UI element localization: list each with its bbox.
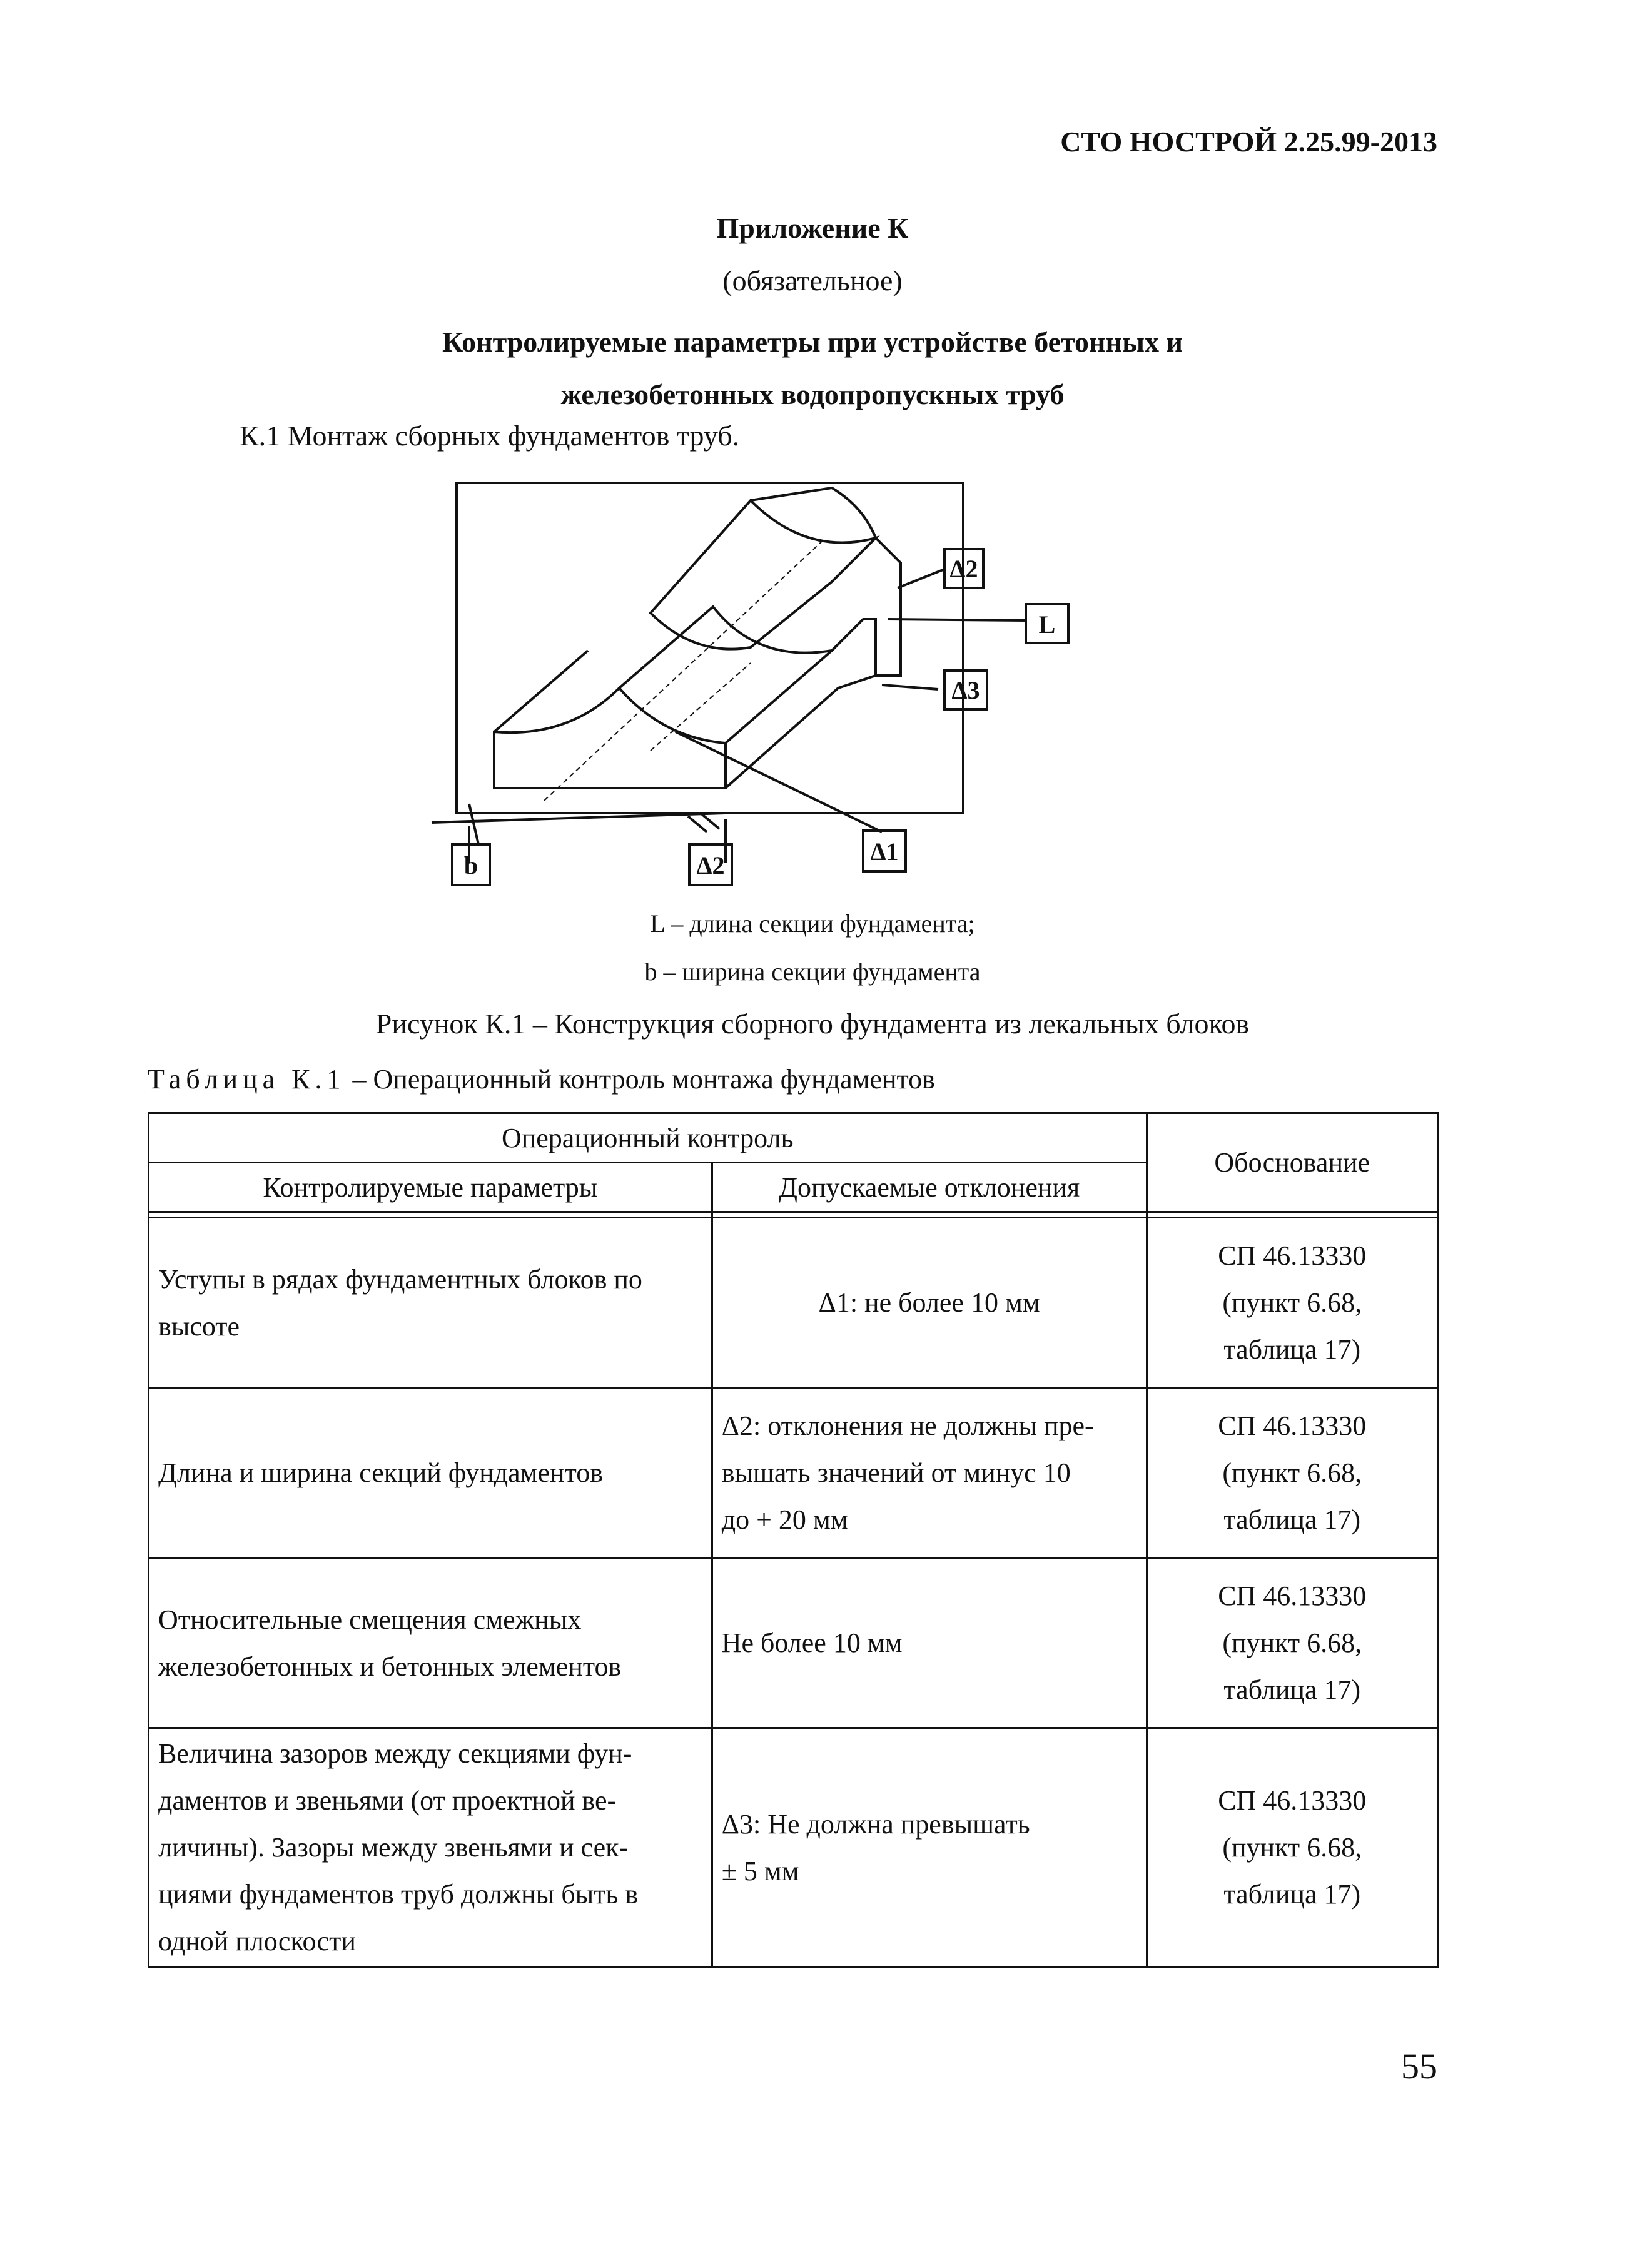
cell-basis: СП 46.13330 (пункт 6.68, таблица 17) bbox=[1147, 1558, 1438, 1728]
appendix-title: Приложение К bbox=[716, 212, 909, 244]
header-basis: Обоснование bbox=[1147, 1113, 1438, 1212]
operational-control-table bbox=[148, 1112, 1439, 1968]
header-operational-control: Операционный контроль bbox=[149, 1113, 1147, 1163]
cell-tolerance: Δ2: отклонения не должны пре- вышать значений от минус 10 до + 20 мм bbox=[712, 1388, 1147, 1558]
appendix-status: (обязательное) bbox=[722, 265, 903, 296]
cell-tolerance: Не более 10 мм bbox=[712, 1558, 1147, 1728]
cell-tolerance: Δ1: не более 10 мм bbox=[712, 1218, 1147, 1388]
header-tolerance: Допускаемые отклонения bbox=[712, 1163, 1147, 1212]
cell-param: Длина и ширина секций фундаментов bbox=[149, 1388, 712, 1558]
label-d1: Δ1 bbox=[870, 838, 899, 866]
cell-basis: СП 46.13330 (пункт 6.68, таблица 17) bbox=[1147, 1388, 1438, 1558]
cell-basis: СП 46.13330 (пункт 6.68, таблица 17) bbox=[1147, 1728, 1438, 1967]
table-row bbox=[149, 1388, 1438, 1558]
figure-caption: Рисунок К.1 – Конструкция сборного фундамента из лекальных блоков bbox=[375, 1008, 1250, 1040]
header-params: Контролируемые параметры bbox=[149, 1163, 712, 1212]
appendix-heading-line1: Контролируемые параметры при устройстве бетонных и bbox=[442, 326, 1183, 358]
cell-param: Относительные смещения смежных железобетонных и бетонных элементов bbox=[149, 1558, 712, 1728]
label-L: L bbox=[1038, 610, 1056, 639]
document-code: СТО НОСТРОЙ 2.25.99-2013 bbox=[1060, 126, 1437, 158]
section-heading-k1: К.1 Монтаж сборных фундаментов труб. bbox=[240, 420, 740, 452]
table-row bbox=[149, 1218, 1438, 1388]
cell-param: Уступы в рядах фундаментных блоков по высоте bbox=[149, 1218, 712, 1388]
rear-block bbox=[651, 500, 876, 649]
label-d2-bottom: Δ2 bbox=[696, 851, 725, 879]
label-d2-top: Δ2 bbox=[949, 555, 978, 583]
cell-basis: СП 46.13330 (пункт 6.68, таблица 17) bbox=[1147, 1218, 1438, 1388]
table-caption-text: – Операционный контроль монтажа фундаментов bbox=[345, 1064, 935, 1095]
table-row bbox=[149, 1558, 1438, 1728]
cell-tolerance: Δ3: Не должна превышать ± 5 мм bbox=[712, 1728, 1147, 1967]
figure-legend-b: b – ширина секции фундамента bbox=[644, 958, 981, 986]
figure-k1-diagram bbox=[400, 463, 1213, 913]
table-caption-number: Таблица К.1 bbox=[148, 1064, 346, 1095]
appendix-heading bbox=[0, 316, 1625, 421]
label-b: b bbox=[463, 851, 478, 879]
label-d3: Δ3 bbox=[951, 676, 980, 704]
page-number: 55 bbox=[1401, 2046, 1437, 2087]
appendix-heading-line2: железобетонных водопропускных труб bbox=[560, 378, 1065, 410]
figure-legend-L: L – длина секции фундамента; bbox=[650, 909, 975, 938]
cell-param: Величина зазоров между секциями фун- даментов и звеньями (от проектной ве- личины). Зазоры между звеньями и сек- циями фундаментов труб должны быть в одной плоскости bbox=[149, 1728, 712, 1967]
table-caption bbox=[148, 1063, 935, 1095]
table-row bbox=[149, 1728, 1438, 1967]
